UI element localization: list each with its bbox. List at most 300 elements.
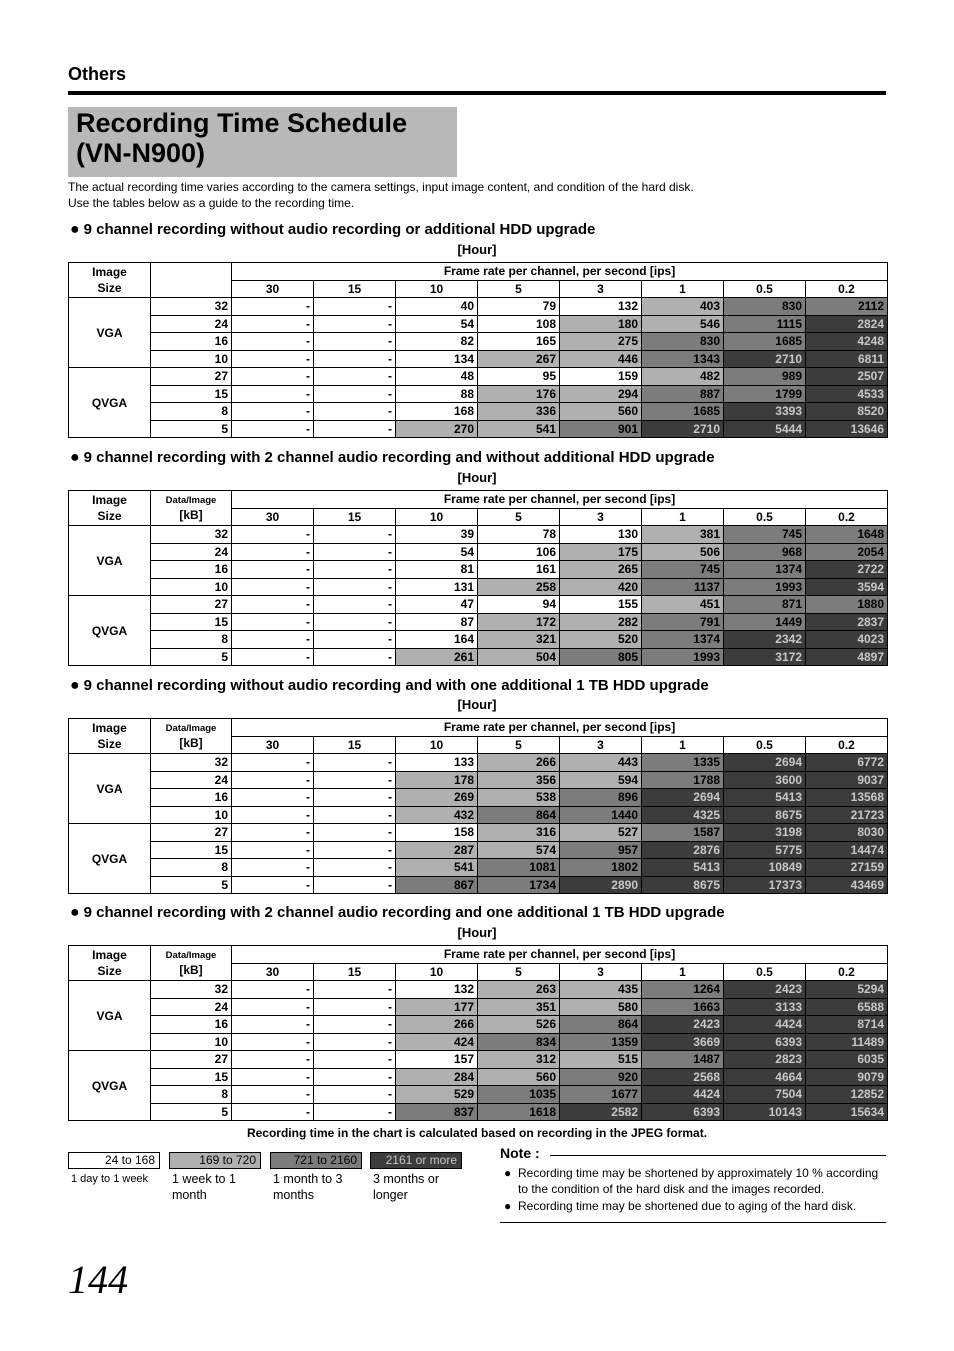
legend-description-line: 3 months or <box>373 1172 440 1186</box>
recording-time-cell: - <box>232 754 314 772</box>
table-heading <box>70 904 725 922</box>
recording-time-cell: 4897 <box>806 648 888 666</box>
bullet-icon: ● <box>504 1166 512 1180</box>
table-row <box>69 631 888 649</box>
recording-time-cell: - <box>232 420 314 438</box>
recording-time-cell: 79 <box>478 298 560 316</box>
recording-time-cell: - <box>232 981 314 999</box>
recording-time-cell: 989 <box>724 368 806 386</box>
recording-time-cell: 7504 <box>724 1086 806 1104</box>
frame-rate-value: 0.5 <box>724 508 806 526</box>
recording-time-cell: 87 <box>396 613 478 631</box>
image-size-header-line: Image <box>92 493 127 507</box>
recording-time-cell: - <box>314 543 396 561</box>
recording-time-cell: 15634 <box>806 1103 888 1121</box>
recording-time-cell: 321 <box>478 631 560 649</box>
recording-time-cell: 4424 <box>642 1086 724 1104</box>
recording-time-cell: 316 <box>478 824 560 842</box>
recording-time-cell: 887 <box>642 385 724 403</box>
hour-label: [Hour] <box>457 925 497 940</box>
image-size-header-line: Size <box>97 964 122 978</box>
page-title-line1: Recording Time Schedule <box>76 108 408 138</box>
frame-rate-value: 0.2 <box>806 508 888 526</box>
recording-time-cell: 5413 <box>724 789 806 807</box>
hour-label: [Hour] <box>457 470 497 485</box>
recording-time-cell: 336 <box>478 403 560 421</box>
section-label: Others <box>68 64 127 84</box>
recording-time-cell: 1677 <box>560 1086 642 1104</box>
data-image-header <box>151 491 232 526</box>
image-size-header-line: Size <box>97 737 122 751</box>
recording-time-cell: - <box>314 596 396 614</box>
legend-description <box>71 1171 148 1187</box>
image-size-header <box>69 263 151 298</box>
recording-time-cell: - <box>314 420 396 438</box>
recording-time-cell: - <box>314 1016 396 1034</box>
recording-time-cell: 82 <box>396 333 478 351</box>
recording-time-cell: 526 <box>478 1016 560 1034</box>
recording-time-cell: 261 <box>396 648 478 666</box>
recording-time-cell: - <box>314 754 396 772</box>
recording-time-cell: 155 <box>560 596 642 614</box>
recording-time-cell: 541 <box>396 859 478 877</box>
recording-time-cell: 403 <box>642 298 724 316</box>
recording-time-cell: 594 <box>560 771 642 789</box>
recording-time-cell: - <box>314 789 396 807</box>
recording-time-cell: 451 <box>642 596 724 614</box>
legend-swatch: 721 to 2160 <box>270 1152 362 1169</box>
data-size-cell: 15 <box>151 841 232 859</box>
recording-time-cell: - <box>232 1086 314 1104</box>
recording-time-cell: 901 <box>560 420 642 438</box>
recording-time-cell: 2423 <box>642 1016 724 1034</box>
recording-time-cell: 515 <box>560 1051 642 1069</box>
recording-time-cell: 265 <box>560 561 642 579</box>
recording-time-cell: - <box>232 859 314 877</box>
bullet-icon: ● <box>70 449 80 466</box>
image-size-header <box>69 491 151 526</box>
recording-time-cell: 745 <box>642 561 724 579</box>
recording-time-cell: 560 <box>478 1068 560 1086</box>
frame-rate-value: 0.5 <box>724 736 806 754</box>
data-size-cell: 8 <box>151 631 232 649</box>
data-size-cell: 27 <box>151 824 232 842</box>
recording-time-cell: 4248 <box>806 333 888 351</box>
recording-time-cell: 4533 <box>806 385 888 403</box>
recording-time-cell: 424 <box>396 1033 478 1051</box>
recording-time-cell: 275 <box>560 333 642 351</box>
recording-time-cell: 1035 <box>478 1086 560 1104</box>
recording-time-cell: 4023 <box>806 631 888 649</box>
data-size-cell: 27 <box>151 596 232 614</box>
image-size-header-line: Image <box>92 265 127 279</box>
data-image-header <box>151 719 232 754</box>
data-size-cell: 24 <box>151 543 232 561</box>
frame-rate-value: 15 <box>314 508 396 526</box>
legend-description-line: month <box>172 1188 207 1202</box>
table-row <box>69 1086 888 1104</box>
recording-time-cell: 2507 <box>806 368 888 386</box>
recording-time-cell: 6035 <box>806 1051 888 1069</box>
recording-time-cell: - <box>314 1068 396 1086</box>
recording-time-cell: 1115 <box>724 315 806 333</box>
table-row <box>69 420 888 438</box>
recording-time-cell: 420 <box>560 578 642 596</box>
recording-time-cell: 40 <box>396 298 478 316</box>
frame-rate-value: 5 <box>478 280 560 298</box>
recording-time-cell: 435 <box>560 981 642 999</box>
recording-time-table <box>68 945 888 1121</box>
frame-rate-value: 3 <box>560 508 642 526</box>
recording-time-cell: 1440 <box>560 806 642 824</box>
recording-time-cell: - <box>314 1103 396 1121</box>
recording-time-cell: 1799 <box>724 385 806 403</box>
recording-time-cell: 6811 <box>806 350 888 368</box>
data-size-cell: 5 <box>151 420 232 438</box>
recording-time-cell: 2112 <box>806 298 888 316</box>
intro-line1: The actual recording time varies according to the camera settings, input image content, and condition of the hard disk. <box>68 180 694 194</box>
recording-time-cell: - <box>314 841 396 859</box>
recording-time-cell: 47 <box>396 596 478 614</box>
frame-rate-value: 3 <box>560 736 642 754</box>
table-row <box>69 350 888 368</box>
data-size-cell: 16 <box>151 561 232 579</box>
recording-time-cell: - <box>232 368 314 386</box>
frame-rate-value: 1 <box>642 280 724 298</box>
legend-description-line: 1 day to 1 week <box>71 1173 149 1185</box>
hour-label: [Hour] <box>457 697 497 712</box>
recording-time-cell: - <box>314 578 396 596</box>
recording-time-cell: 2423 <box>724 981 806 999</box>
recording-time-cell: 54 <box>396 315 478 333</box>
frame-rate-value: 1 <box>642 736 724 754</box>
recording-time-cell: - <box>232 648 314 666</box>
image-size-cell: VGA <box>69 981 151 1051</box>
data-size-cell: 27 <box>151 368 232 386</box>
table-row <box>69 368 888 386</box>
recording-time-table <box>68 262 888 438</box>
data-size-cell: 15 <box>151 1068 232 1086</box>
recording-time-cell: 4325 <box>642 806 724 824</box>
data-size-cell: 16 <box>151 789 232 807</box>
data-image-header-unit: [kB] <box>179 963 203 977</box>
image-size-header-line: Image <box>92 721 127 735</box>
recording-time-cell: - <box>314 315 396 333</box>
recording-time-cell: 258 <box>478 578 560 596</box>
data-size-cell: 10 <box>151 578 232 596</box>
frame-rate-header: Frame rate per channel, per second [ips] <box>232 946 888 964</box>
table-row <box>69 596 888 614</box>
recording-time-cell: 791 <box>642 613 724 631</box>
recording-time-cell: 1880 <box>806 596 888 614</box>
page-title-line2: (VN-N900) <box>76 138 206 168</box>
frame-rate-header: Frame rate per channel, per second [ips] <box>232 719 888 737</box>
header-row <box>69 263 888 281</box>
frame-rate-value: 30 <box>232 280 314 298</box>
recording-time-cell: 1335 <box>642 754 724 772</box>
recording-time-cell: 134 <box>396 350 478 368</box>
recording-time-cell: - <box>232 1051 314 1069</box>
recording-time-cell: 1587 <box>642 824 724 842</box>
recording-time-cell: 282 <box>560 613 642 631</box>
recording-time-cell: - <box>314 333 396 351</box>
table-row <box>69 613 888 631</box>
frame-rate-value: 0.2 <box>806 280 888 298</box>
recording-time-cell: - <box>314 403 396 421</box>
recording-time-cell: 132 <box>396 981 478 999</box>
recording-time-cell: 546 <box>642 315 724 333</box>
note-rule <box>550 1155 886 1156</box>
recording-time-cell: 130 <box>560 526 642 544</box>
recording-time-cell: 8520 <box>806 403 888 421</box>
recording-time-cell: 312 <box>478 1051 560 1069</box>
recording-time-cell: - <box>232 403 314 421</box>
data-size-cell: 15 <box>151 613 232 631</box>
bullet-icon: ● <box>70 677 80 694</box>
hour-label: [Hour] <box>457 242 497 257</box>
frame-rate-value: 15 <box>314 280 396 298</box>
recording-time-cell: 5444 <box>724 420 806 438</box>
recording-time-cell: - <box>232 596 314 614</box>
recording-time-cell: 48 <box>396 368 478 386</box>
frame-rate-value: 5 <box>478 508 560 526</box>
recording-time-cell: 920 <box>560 1068 642 1086</box>
recording-time-cell: 106 <box>478 543 560 561</box>
legend-description-line: longer <box>373 1188 408 1202</box>
recording-time-cell: - <box>314 1086 396 1104</box>
legend-swatch: 24 to 168 <box>68 1152 160 1169</box>
recording-time-cell: 1374 <box>642 631 724 649</box>
recording-time-cell: - <box>232 806 314 824</box>
recording-time-cell: 1685 <box>642 403 724 421</box>
recording-time-cell: 3198 <box>724 824 806 842</box>
image-size-cell: VGA <box>69 754 151 824</box>
table-row <box>69 1068 888 1086</box>
recording-time-cell: 1648 <box>806 526 888 544</box>
frame-rate-value: 0.2 <box>806 963 888 981</box>
recording-time-cell: - <box>314 613 396 631</box>
data-size-cell: 32 <box>151 754 232 772</box>
table-row <box>69 754 888 772</box>
data-size-cell: 32 <box>151 526 232 544</box>
recording-time-cell: 95 <box>478 368 560 386</box>
recording-time-cell: 3669 <box>642 1033 724 1051</box>
recording-time-cell: 177 <box>396 998 478 1016</box>
page-title <box>68 107 457 177</box>
recording-time-cell: 864 <box>560 1016 642 1034</box>
recording-time-cell: 957 <box>560 841 642 859</box>
recording-time-cell: 4664 <box>724 1068 806 1086</box>
data-size-cell: 32 <box>151 981 232 999</box>
table-row <box>69 403 888 421</box>
table-row <box>69 771 888 789</box>
frame-rate-value: 10 <box>396 280 478 298</box>
note-item <box>504 1198 888 1214</box>
table-row <box>69 998 888 1016</box>
recording-time-cell: 1788 <box>642 771 724 789</box>
recording-time-table <box>68 718 888 894</box>
frame-rate-value: 0.5 <box>724 280 806 298</box>
recording-time-cell: 2722 <box>806 561 888 579</box>
table-row <box>69 806 888 824</box>
frame-rate-value: 0.5 <box>724 963 806 981</box>
recording-time-cell: 864 <box>478 806 560 824</box>
recording-time-cell: - <box>232 1016 314 1034</box>
recording-time-cell: 2342 <box>724 631 806 649</box>
image-size-cell: QVGA <box>69 368 151 438</box>
recording-time-cell: 968 <box>724 543 806 561</box>
note-item <box>504 1165 888 1197</box>
table-row <box>69 1051 888 1069</box>
recording-time-cell: 43469 <box>806 876 888 894</box>
table-row <box>69 981 888 999</box>
recording-time-cell: 834 <box>478 1033 560 1051</box>
page-number: 144 <box>68 1257 128 1302</box>
recording-time-cell: 2694 <box>724 754 806 772</box>
recording-time-cell: 2054 <box>806 543 888 561</box>
table-row <box>69 876 888 894</box>
data-image-header-line: Data/Image <box>165 723 217 734</box>
data-size-cell: 8 <box>151 859 232 877</box>
note-bottom-rule <box>500 1222 886 1223</box>
recording-time-cell: 1374 <box>724 561 806 579</box>
data-size-cell: 16 <box>151 1016 232 1034</box>
recording-time-cell: - <box>232 350 314 368</box>
recording-time-cell: 830 <box>724 298 806 316</box>
recording-time-cell: 176 <box>478 385 560 403</box>
frame-rate-value: 30 <box>232 736 314 754</box>
table-heading-text: 9 channel recording with 2 channel audio recording and without additional HDD upgrade <box>83 449 715 466</box>
table-heading <box>70 449 715 467</box>
image-size-cell: VGA <box>69 298 151 368</box>
frame-rate-value: 10 <box>396 963 478 981</box>
recording-time-cell: 27159 <box>806 859 888 877</box>
frame-rate-value: 0.2 <box>806 736 888 754</box>
data-size-cell: 24 <box>151 315 232 333</box>
recording-time-cell: 1343 <box>642 350 724 368</box>
recording-time-cell: 269 <box>396 789 478 807</box>
data-size-cell: 5 <box>151 648 232 666</box>
recording-time-cell: - <box>232 1103 314 1121</box>
recording-time-cell: 574 <box>478 841 560 859</box>
recording-time-cell: - <box>232 333 314 351</box>
table-row <box>69 824 888 842</box>
recording-time-cell: - <box>232 1068 314 1086</box>
frame-rate-value: 10 <box>396 508 478 526</box>
recording-time-cell: 1137 <box>642 578 724 596</box>
data-size-cell: 5 <box>151 876 232 894</box>
legend-description-line: 1 week to 1 <box>172 1172 236 1186</box>
recording-time-cell: 3600 <box>724 771 806 789</box>
bullet-icon: ● <box>70 221 80 238</box>
recording-time-cell: - <box>232 789 314 807</box>
recording-time-cell: 2837 <box>806 613 888 631</box>
data-size-cell: 16 <box>151 333 232 351</box>
recording-time-cell: 1264 <box>642 981 724 999</box>
header-row <box>69 946 888 964</box>
recording-time-cell: 1993 <box>642 648 724 666</box>
frame-rate-header: Frame rate per channel, per second [ips] <box>232 263 888 281</box>
recording-time-cell: 11489 <box>806 1033 888 1051</box>
recording-time-cell: 180 <box>560 315 642 333</box>
recording-time-cell: - <box>232 631 314 649</box>
recording-time-cell: 10849 <box>724 859 806 877</box>
table-row <box>69 298 888 316</box>
table-row <box>69 578 888 596</box>
data-size-cell: 10 <box>151 806 232 824</box>
image-size-cell: VGA <box>69 526 151 596</box>
image-size-header <box>69 719 151 754</box>
data-size-cell: 32 <box>151 298 232 316</box>
recording-time-cell: 482 <box>642 368 724 386</box>
recording-time-cell: 88 <box>396 385 478 403</box>
recording-time-cell: 527 <box>560 824 642 842</box>
recording-time-cell: - <box>314 806 396 824</box>
table-row <box>69 648 888 666</box>
legend-swatch: 169 to 720 <box>169 1152 261 1169</box>
recording-time-cell: 2876 <box>642 841 724 859</box>
recording-time-cell: 8675 <box>724 806 806 824</box>
data-size-cell: 5 <box>151 1103 232 1121</box>
recording-time-cell: - <box>232 561 314 579</box>
frame-rate-value: 5 <box>478 963 560 981</box>
recording-time-cell: 1685 <box>724 333 806 351</box>
recording-time-cell: 529 <box>396 1086 478 1104</box>
table-row <box>69 1103 888 1121</box>
footnote: Recording time in the chart is calculated based on recording in the JPEG format. <box>246 1126 708 1140</box>
frame-rate-value: 1 <box>642 508 724 526</box>
recording-time-cell: 2568 <box>642 1068 724 1086</box>
image-size-header-line: Image <box>92 948 127 962</box>
recording-time-cell: 830 <box>642 333 724 351</box>
recording-time-cell: - <box>232 526 314 544</box>
recording-time-cell: 9037 <box>806 771 888 789</box>
recording-time-cell: - <box>314 824 396 842</box>
table-row <box>69 543 888 561</box>
recording-time-cell: 284 <box>396 1068 478 1086</box>
recording-time-cell: 267 <box>478 350 560 368</box>
recording-time-cell: 133 <box>396 754 478 772</box>
recording-time-cell: 871 <box>724 596 806 614</box>
recording-time-cell: 896 <box>560 789 642 807</box>
intro-text <box>68 179 694 211</box>
frame-rate-value: 1 <box>642 963 724 981</box>
image-size-header-line: Size <box>97 509 122 523</box>
data-size-cell: 27 <box>151 1051 232 1069</box>
recording-time-cell: 2823 <box>724 1051 806 1069</box>
legend-description-line: months <box>273 1188 314 1202</box>
recording-time-cell: 165 <box>478 333 560 351</box>
bullet-icon: ● <box>70 904 80 921</box>
header-rule <box>68 91 886 95</box>
recording-time-cell: 3393 <box>724 403 806 421</box>
data-image-header <box>151 946 232 981</box>
recording-time-cell: 446 <box>560 350 642 368</box>
frame-rate-header: Frame rate per channel, per second [ips] <box>232 491 888 509</box>
recording-time-cell: 541 <box>478 420 560 438</box>
recording-time-cell: - <box>314 561 396 579</box>
frame-rate-value: 5 <box>478 736 560 754</box>
data-image-header-unit: [kB] <box>179 508 203 522</box>
recording-time-cell: 356 <box>478 771 560 789</box>
table-heading-text: 9 channel recording without audio recording or additional HDD upgrade <box>83 221 596 238</box>
frame-rate-value: 3 <box>560 280 642 298</box>
table-heading <box>70 221 595 239</box>
recording-time-cell: 10143 <box>724 1103 806 1121</box>
recording-time-cell: 351 <box>478 998 560 1016</box>
recording-time-cell: 1449 <box>724 613 806 631</box>
frame-rate-value: 30 <box>232 963 314 981</box>
